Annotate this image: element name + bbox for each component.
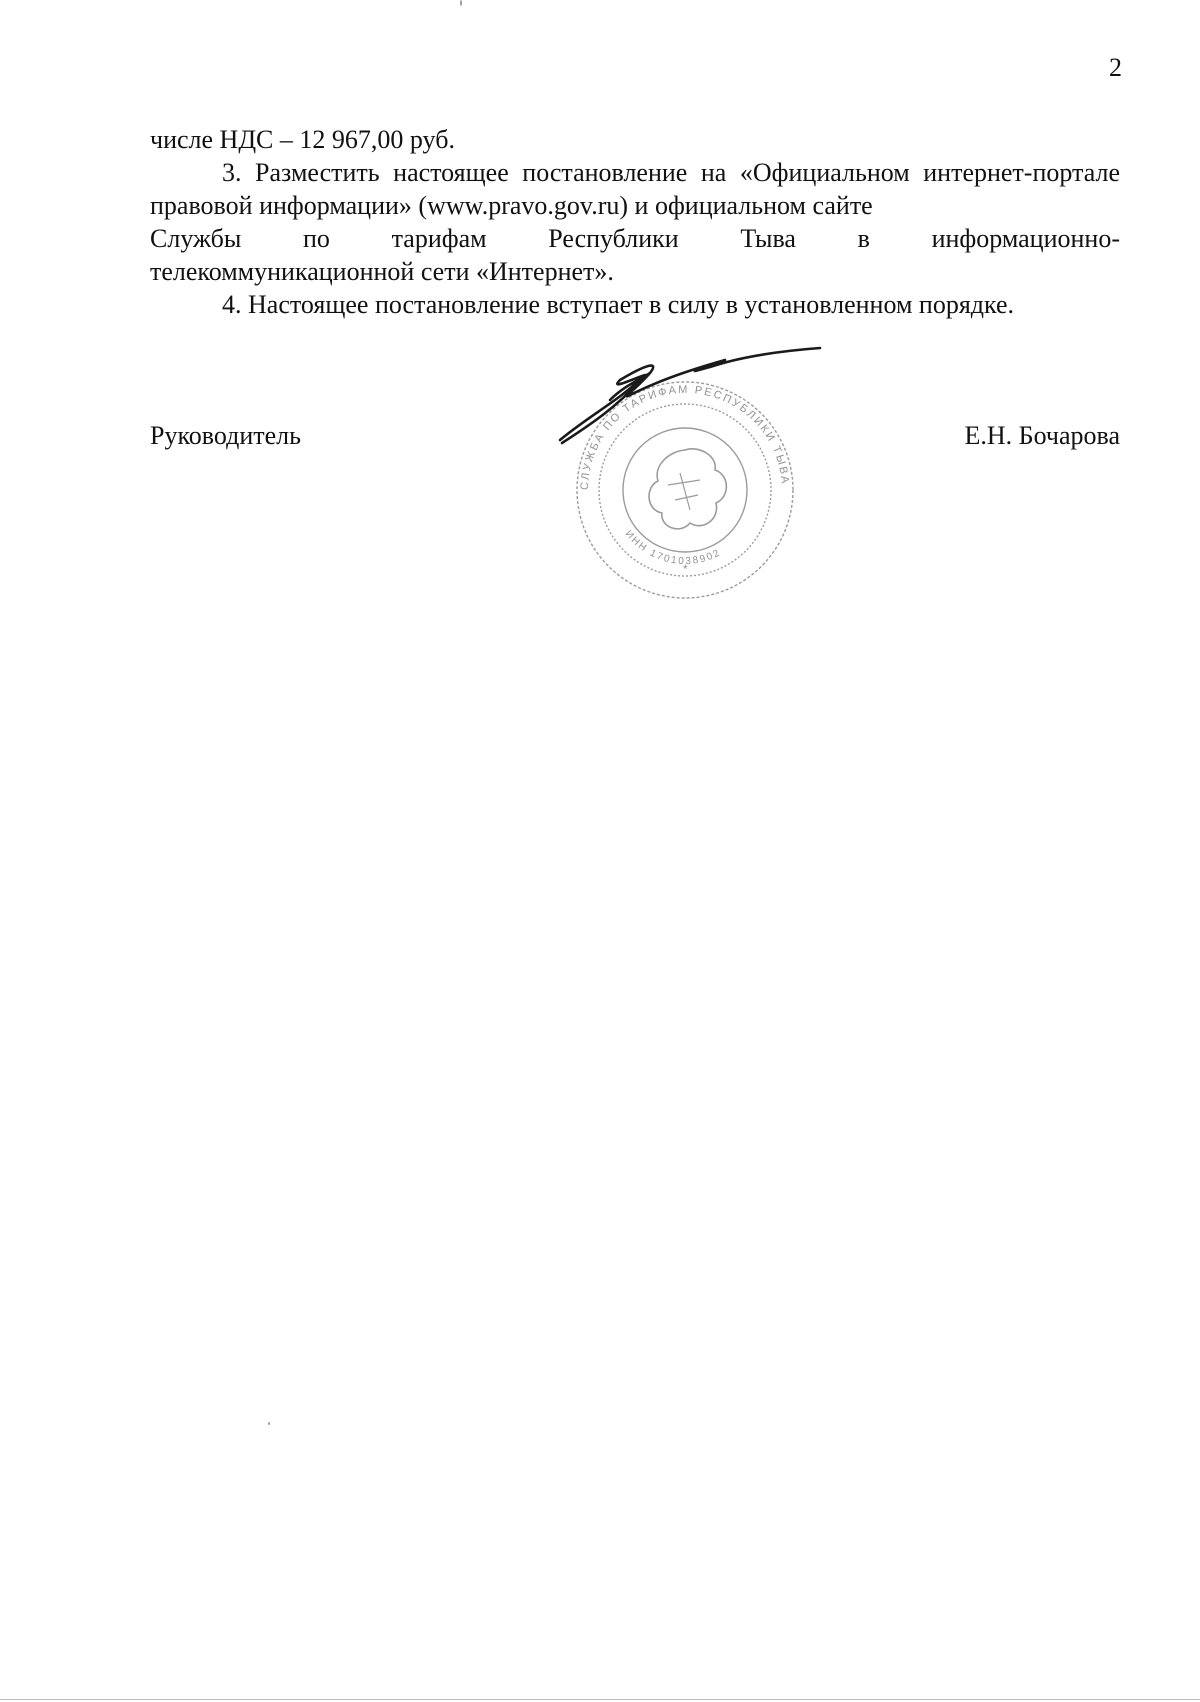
document-body [150, 123, 1120, 321]
page-number: 2 [1109, 53, 1122, 82]
seal-outer-text: СЛУЖБА ПО ТАРИФАМ РЕСПУБЛИКИ ТЫВА [578, 383, 791, 491]
official-seal-stamp [550, 345, 870, 615]
paragraph-3 [150, 156, 1120, 222]
paragraph-4: 4. Настоящее постановление вступает в силу в установленном порядке. [222, 290, 1015, 319]
seal-emblem-icon [649, 449, 726, 529]
signatory-position: Руководитель [150, 421, 301, 450]
scan-speck [460, 0, 462, 6]
continuation-line: числе НДС – 12 967,00 руб. [150, 125, 455, 154]
scan-speck [268, 1422, 270, 1425]
paragraph-3-line-2: Службы по тарифам Республики Тыва в информационно- [150, 224, 1120, 253]
paragraph-3-line-3: телекоммуникационной сети «Интернет». [150, 257, 614, 286]
svg-text:*: * [683, 562, 688, 576]
seal-inner-text: ИНН 1701038902 [622, 528, 724, 568]
signatory-name: Е.Н. Бочарова [964, 421, 1120, 450]
scan-edge-line [0, 1699, 1200, 1700]
paragraph-3-line-1: 3. Разместить настоящее постановление на «Официальном интернет-портале правовой информации» (www.pravo.gov.ru) и официальном сайте [150, 158, 1120, 220]
